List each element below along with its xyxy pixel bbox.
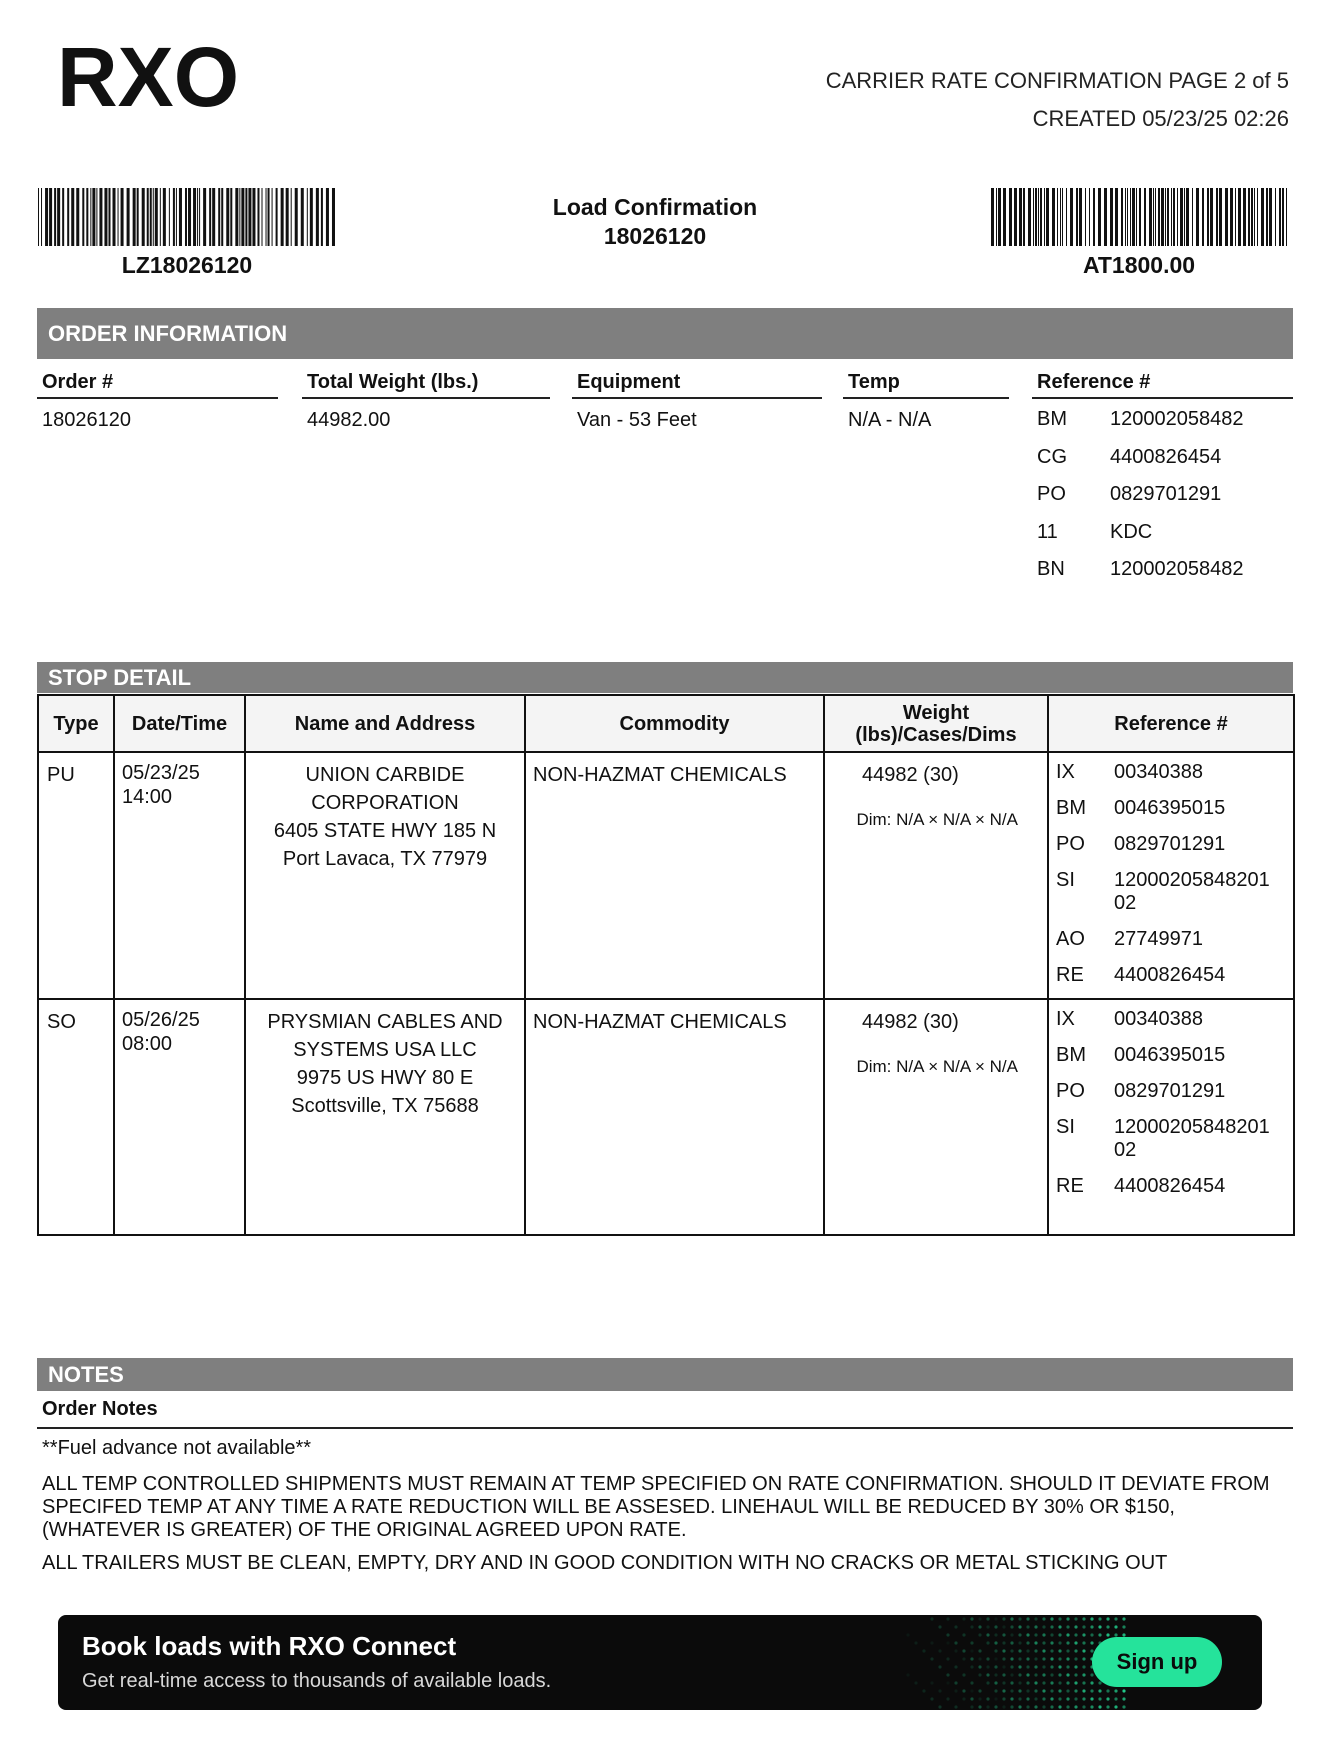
stop-reference-code: RE	[1056, 964, 1084, 986]
stop-weight-value: 44982 (30)	[862, 764, 959, 786]
stop-datetime	[114, 999, 245, 1235]
order-number-column	[37, 368, 278, 432]
stop-city: Port Lavaca, TX 77979	[282, 848, 488, 870]
stop-reference-value: 0046395015	[1114, 1044, 1226, 1066]
stop-name-line2: CORPORATION	[311, 792, 459, 814]
stop-reference-row	[1056, 761, 1286, 784]
stop-reference-value: 00340388	[1114, 761, 1203, 783]
stop-reference-value: 4400826454	[1114, 964, 1226, 986]
reference-code: BM	[1037, 408, 1067, 430]
load-confirmation-heading: Load Confirmation	[552, 194, 758, 220]
stop-row-pickup	[38, 752, 1294, 999]
sign-up-button[interactable]: Sign up	[1092, 1637, 1222, 1687]
load-confirmation-title	[500, 193, 810, 251]
order-number-value: 18026120	[42, 409, 131, 431]
equipment-column	[572, 368, 822, 432]
total-weight-column	[302, 368, 550, 432]
stop-reference-code: IX	[1056, 1008, 1075, 1030]
rxo-connect-banner[interactable]	[58, 1615, 1262, 1710]
order-number-heading: Order #	[37, 368, 278, 399]
stop-reference-row	[1056, 1116, 1286, 1162]
stop-weight	[824, 752, 1048, 999]
stop-datetime	[114, 752, 245, 999]
stop-weight	[824, 999, 1048, 1235]
stop-reference-row	[1056, 833, 1286, 856]
reference-value: KDC	[1110, 520, 1153, 543]
stop-references	[1048, 752, 1294, 999]
reference-code: BN	[1037, 558, 1065, 580]
reference-list	[1032, 401, 1293, 589]
stop-row-delivery	[38, 999, 1294, 1235]
stop-type: PU	[38, 752, 114, 999]
order-notes-heading: Order Notes	[37, 1394, 1293, 1429]
stop-reference-value: 4400826454	[1114, 1175, 1226, 1197]
datetime-heading: Date/Time	[114, 695, 245, 752]
reference-heading: Reference #	[1032, 368, 1293, 399]
stop-table-header-row	[38, 695, 1294, 752]
stop-reference-row	[1056, 869, 1286, 915]
stop-address: 6405 STATE HWY 185 N	[273, 820, 497, 842]
commodity-heading: Commodity	[525, 695, 824, 752]
stop-reference-row	[1056, 1008, 1286, 1031]
weight-heading-line1: Weight	[902, 701, 970, 724]
stop-reference-row	[1056, 797, 1286, 820]
stop-reference-heading: Reference #	[1048, 695, 1294, 752]
note-trailer-condition: ALL TRAILERS MUST BE CLEAN, EMPTY, DRY AND IN GOOD CONDITION WITH NO CRACKS OR METAL STICKING OUT	[42, 1552, 1168, 1574]
reference-code: PO	[1037, 483, 1066, 505]
stop-reference-value: 0829701291	[1114, 833, 1226, 855]
stop-reference-code: PO	[1056, 1080, 1085, 1102]
stop-reference-value: 0046395015	[1114, 797, 1226, 819]
reference-row	[1032, 551, 1293, 589]
stop-dims: Dim: N/A × N/A × N/A	[856, 810, 1018, 829]
stop-reference-value: 1200020584820102	[1114, 869, 1270, 914]
name-address-heading: Name and Address	[245, 695, 525, 752]
type-heading: Type	[38, 695, 114, 752]
svg-text:RXO: RXO	[57, 40, 240, 116]
equipment-value: Van - 53 Feet	[577, 409, 697, 431]
stop-reference-value: 1200020584820102	[1114, 1116, 1270, 1161]
created-timestamp: CREATED 05/23/25 02:26	[1032, 106, 1289, 131]
stop-name-address	[245, 999, 525, 1235]
stop-reference-row	[1056, 928, 1286, 951]
stop-reference-row	[1056, 964, 1286, 987]
stop-reference-code: BM	[1056, 797, 1086, 819]
note-temp-controlled: ALL TEMP CONTROLLED SHIPMENTS MUST REMAIN AT TEMP SPECIFIED ON RATE CONFIRMATION. SHOULD IT DEVIATE FROM SPECIFED TEMP AT ANY TIME A RATE REDUCTION WILL BE ASSESED. LINEHAUL WILL BE REDUCED BY 30% OR $150, (WHATEVER IS GREATER) OF THE ORIGINAL AGREED UPON RATE.	[42, 1473, 1270, 1541]
order-information-header: ORDER INFORMATION	[37, 308, 1293, 359]
stop-reference-code: SI	[1056, 1116, 1075, 1138]
stop-reference-value: 27749971	[1114, 928, 1203, 950]
equipment-heading: Equipment	[572, 368, 822, 399]
total-weight-value: 44982.00	[307, 409, 391, 431]
stop-reference-code: AO	[1056, 928, 1085, 950]
stop-dims: Dim: N/A × N/A × N/A	[856, 1057, 1018, 1076]
weight-heading	[824, 695, 1048, 752]
temp-heading: Temp	[843, 368, 1009, 399]
stop-weight-value: 44982 (30)	[862, 1011, 959, 1033]
stop-time: 14:00	[122, 786, 173, 808]
stop-city: Scottsville, TX 75688	[291, 1095, 479, 1117]
temp-column	[843, 368, 1009, 432]
reference-value: 120002058482	[1110, 408, 1244, 430]
stop-commodity: NON-HAZMAT CHEMICALS	[525, 999, 824, 1235]
stop-type: SO	[38, 999, 114, 1235]
reference-row	[1032, 439, 1293, 477]
stop-detail-table	[37, 694, 1295, 1236]
barcode-left	[38, 188, 336, 246]
reference-row	[1032, 476, 1293, 514]
stop-reference-row	[1056, 1080, 1286, 1103]
temp-value: N/A - N/A	[848, 409, 932, 431]
reference-code: CG	[1037, 445, 1067, 468]
stop-reference-row	[1056, 1044, 1286, 1067]
stop-reference-row	[1056, 1175, 1286, 1198]
reference-row	[1032, 514, 1293, 552]
barcode-right	[991, 188, 1287, 246]
stop-reference-code: SI	[1056, 869, 1075, 891]
note-fuel-advance: **Fuel advance not available**	[42, 1437, 312, 1459]
stop-address: 9975 US HWY 80 E	[296, 1067, 474, 1089]
rxo-logo	[57, 40, 257, 116]
barcode-right-label: AT1800.00	[1082, 252, 1196, 278]
reference-code: 11	[1037, 520, 1058, 543]
stop-reference-code: BM	[1056, 1044, 1086, 1066]
stop-commodity: NON-HAZMAT CHEMICALS	[525, 752, 824, 999]
stop-reference-code: IX	[1056, 761, 1075, 783]
stop-reference-value: 00340388	[1114, 1008, 1203, 1030]
weight-heading-line2: (lbs)/Cases/Dims	[855, 723, 1017, 746]
total-weight-heading: Total Weight (lbs.)	[302, 368, 550, 399]
stop-time: 08:00	[122, 1033, 173, 1055]
stop-name-line2: SYSTEMS USA LLC	[293, 1039, 477, 1061]
stop-name-line1: UNION CARBIDE	[305, 764, 465, 786]
reference-value: 4400826454	[1110, 445, 1222, 468]
stop-name-line1: PRYSMIAN CABLES AND	[267, 1011, 503, 1033]
barcode-left-label: LZ18026120	[121, 252, 253, 278]
stop-reference-value: 0829701291	[1114, 1080, 1226, 1102]
stop-reference-code: PO	[1056, 833, 1085, 855]
stop-name-address	[245, 752, 525, 999]
banner-subtitle: Get real-time access to thousands of available loads.	[82, 1670, 552, 1692]
reference-column	[1032, 368, 1293, 589]
reference-value: 120002058482	[1110, 558, 1244, 580]
stop-references	[1048, 999, 1294, 1235]
stop-date: 05/26/25	[122, 1009, 200, 1031]
reference-row	[1032, 401, 1293, 439]
stop-reference-code: RE	[1056, 1175, 1084, 1197]
load-confirmation-number: 18026120	[603, 223, 707, 249]
reference-value: 0829701291	[1110, 483, 1222, 505]
notes-header: NOTES	[37, 1358, 1293, 1391]
banner-title: Book loads with RXO Connect	[82, 1631, 457, 1661]
stop-detail-header: STOP DETAIL	[37, 662, 1293, 693]
document-header-info	[826, 62, 1289, 138]
stop-date: 05/23/25	[122, 762, 200, 784]
page-title: CARRIER RATE CONFIRMATION PAGE 2 of 5	[825, 68, 1289, 93]
